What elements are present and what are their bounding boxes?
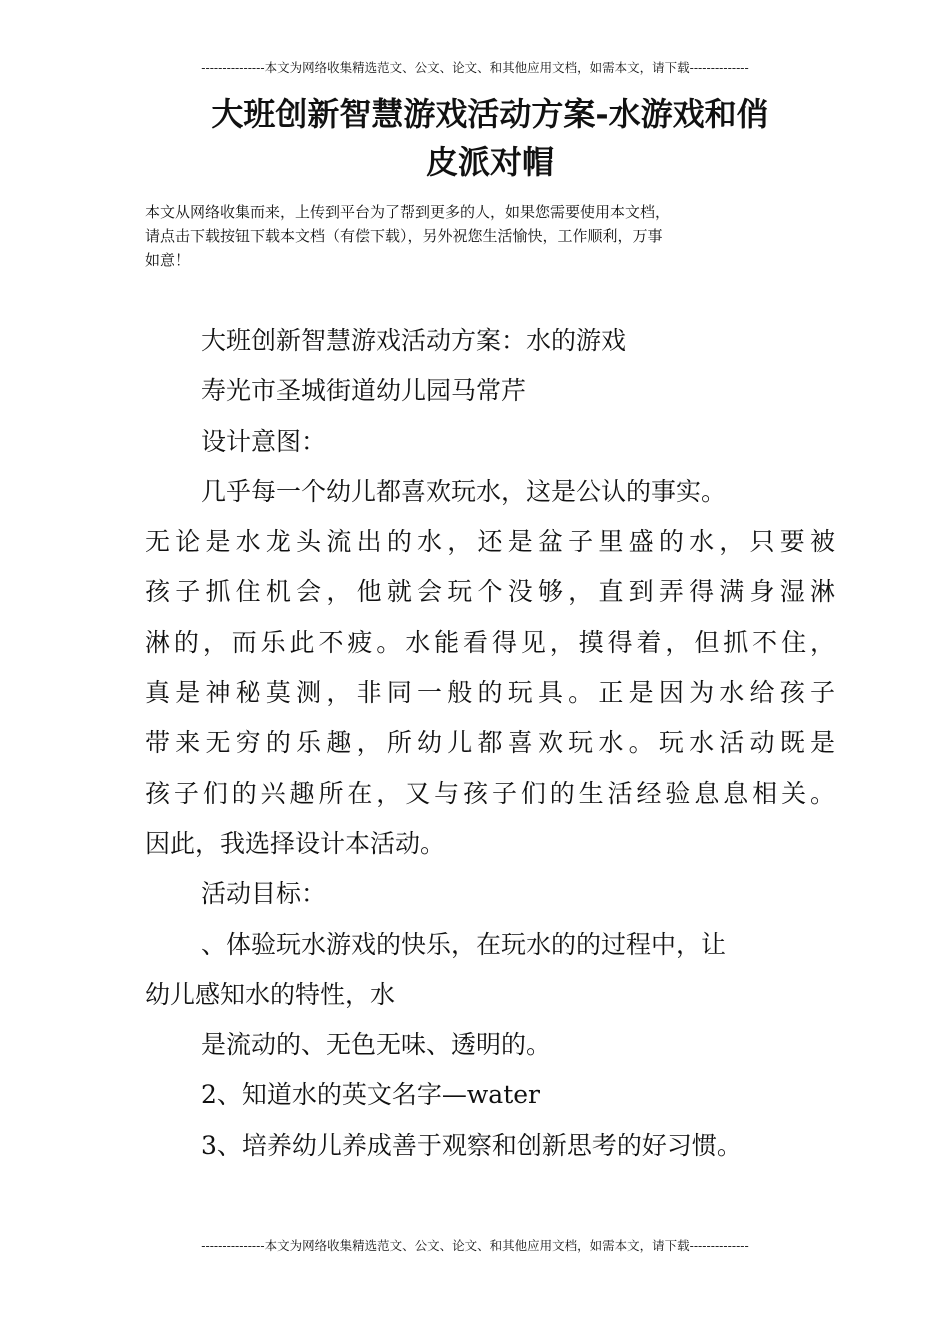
body-paragraph-line: 真是神秘莫测，非同一般的玩具。正是因为水给孩子 — [145, 678, 835, 708]
body-paragraph-line: 因此，我选择设计本活动。 — [145, 828, 446, 858]
footer-banner: ---------------本文为网络收集精选范文、公文、论文、和其他应用文档，如需本文，请下载-------------- — [201, 1238, 749, 1253]
body-heading-plan: 大班创新智慧游戏活动方案：水的游戏 — [201, 326, 627, 355]
body-goal-line: 是流动的、无色无味、透明的。 — [201, 1030, 552, 1060]
intro-notice — [145, 200, 815, 272]
body-paragraph-line: 淋的，而乐此不疲。水能看得见，摸得着，但抓不住， — [145, 627, 835, 657]
intro-line-3: 如意！ — [145, 251, 191, 269]
body-goal-line: 幼儿感知水的特性，水 — [145, 979, 396, 1009]
title-line-1: 大班创新智慧游戏活动方案-水游戏和俏 — [211, 95, 769, 133]
body-paragraph-line: 孩子们的兴趣所在，又与孩子们的生活经验息息相关。 — [145, 778, 835, 808]
body-heading-goals: 活动目标： — [201, 879, 327, 909]
body-goal-line: 、体验玩水游戏的快乐，在玩水的的过程中，让 — [201, 929, 727, 959]
body-paragraph-line: 无论是水龙头流出的水，还是盆子里盛的水，只要被 — [145, 527, 835, 557]
body-heading-design-intent: 设计意图： — [201, 426, 327, 456]
intro-line-2: 请点击下载按钮下载本文档（有偿下载），另外祝您生活愉快，工作顺利，万事 — [145, 227, 663, 245]
body-paragraph-line: 几乎每一个幼儿都喜欢玩水，这是公认的事实。 — [201, 476, 727, 506]
document-body — [145, 316, 835, 1171]
body-goal-line: 2、知道水的英文名字—water — [201, 1080, 541, 1110]
body-author: 寿光市圣城街道幼儿园马常芹 — [201, 376, 527, 406]
intro-line-1: 本文从网络收集而来，上传到平台为了帮到更多的人，如果您需要使用本文档， — [145, 203, 671, 221]
header-banner: ---------------本文为网络收集精选范文、公文、论文、和其他应用文档，如需本文，请下载-------------- — [201, 60, 749, 75]
body-goal-line: 3、培养幼儿养成善于观察和创新思考的好习惯。 — [201, 1130, 742, 1160]
body-paragraph-line: 孩子抓住机会，他就会玩个没够，直到弄得满身湿淋 — [145, 577, 835, 607]
body-paragraph-line: 带来无穷的乐趣，所幼儿都喜欢玩水。玩水活动既是 — [145, 728, 835, 758]
title-line-2: 皮派对帽 — [425, 143, 554, 181]
document-title — [150, 90, 830, 186]
